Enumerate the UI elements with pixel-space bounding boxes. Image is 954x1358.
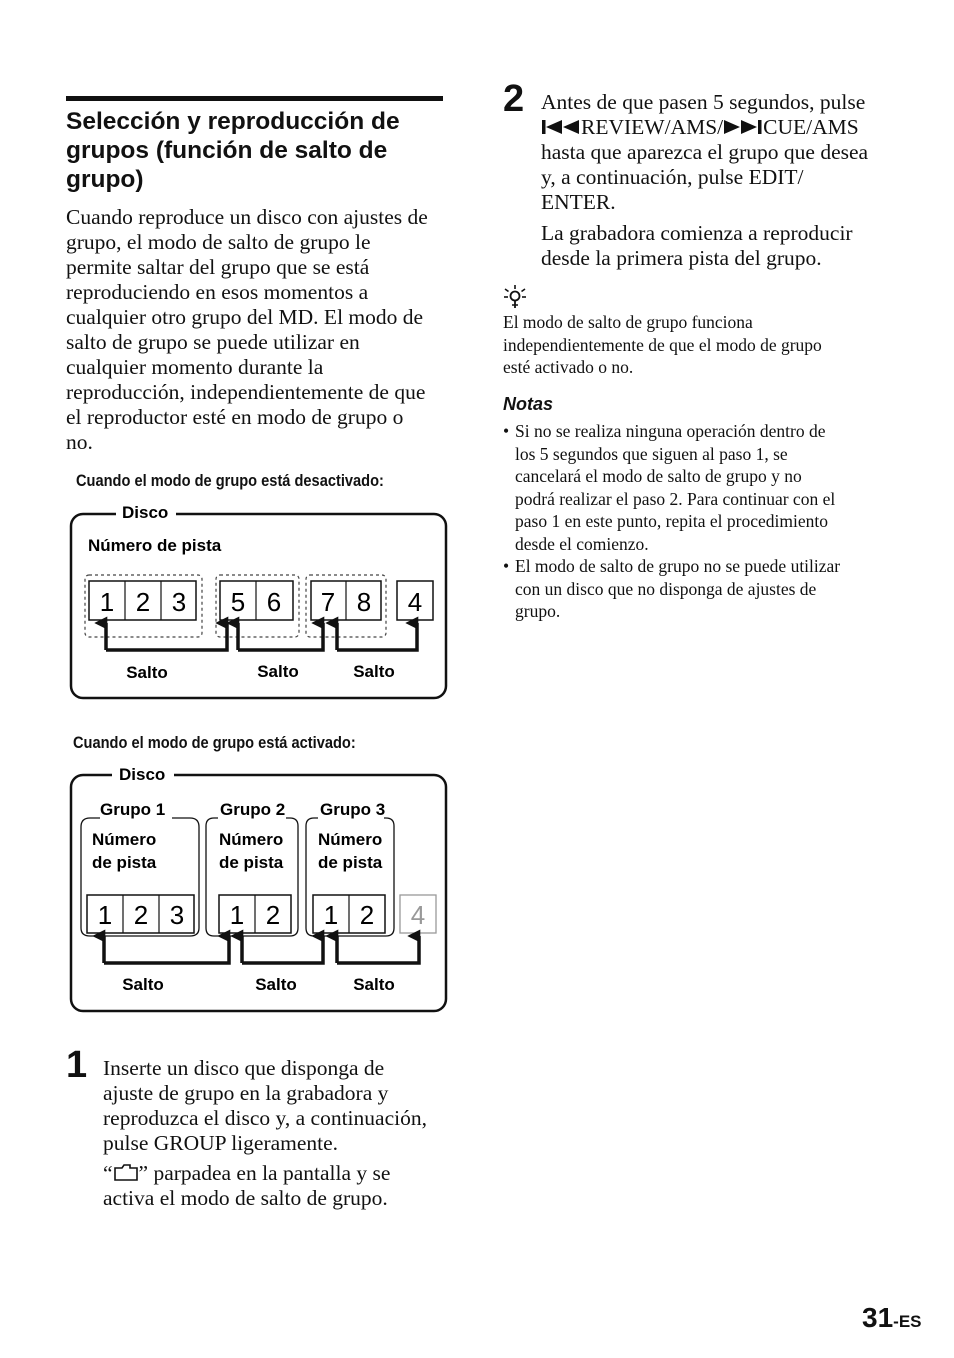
step-line: y, a continuación, pulse EDIT/	[541, 165, 804, 189]
step1-instruction	[103, 1056, 448, 1156]
step1-result	[103, 1161, 448, 1211]
note-line: paso 1 en este punto, repita el procedimiento	[515, 511, 828, 531]
note-line: • El modo de salto de grupo no se puede utilizar	[515, 556, 841, 576]
step2-instruction	[541, 90, 886, 215]
step-line: ajuste de grupo en la grabadora y	[103, 1081, 389, 1105]
step-line: Antes de que pasen 5 segundos, pulse	[541, 90, 866, 114]
title-line: Selección y reproducción de	[66, 108, 400, 135]
track-number: 5	[230, 587, 246, 617]
jump-label: Salto	[126, 663, 168, 682]
jump-arrow	[337, 623, 417, 650]
step-line: reproduzca el disco y, a continuación,	[103, 1106, 427, 1130]
track-number: 1	[323, 900, 339, 930]
jump-arrow	[238, 623, 323, 650]
track-number-label: de pista	[92, 853, 157, 872]
step-line: Inserte un disco que disponga de	[103, 1056, 385, 1080]
section-title	[66, 107, 446, 194]
note-line: podrá realizar el paso 2. Para continuar con el	[515, 488, 836, 509]
intro-line: grupo, el modo de salto de grupo le	[66, 230, 371, 254]
track-number-label: de pista	[318, 853, 383, 872]
track-number: 8	[356, 587, 372, 617]
note-line: desde el comienzo.	[515, 533, 649, 554]
step-number: 1	[66, 1044, 88, 1086]
track-number: 2	[359, 900, 375, 930]
jump-label: Salto	[255, 975, 297, 994]
step-line	[103, 1161, 448, 1186]
step-line: pulse GROUP ligeramente.	[103, 1131, 339, 1155]
jump-label: Salto	[122, 975, 164, 994]
track-number-label: Número de pista	[88, 536, 222, 555]
page-number	[862, 1302, 922, 1334]
disc-label: Disco	[119, 765, 166, 784]
folder-icon	[113, 1163, 139, 1182]
intro-line: cualquier momento durante la	[66, 355, 324, 379]
track-number-label: Número	[318, 830, 383, 849]
diagram1-caption: Cuando el modo de grupo está desactivado:	[76, 471, 384, 490]
intro-line: reproducción, independientemente de que	[66, 380, 426, 404]
jump-arrow	[104, 936, 229, 963]
track-number: 1	[97, 900, 113, 930]
tip-text	[503, 311, 873, 379]
track-number-label: Número	[219, 830, 284, 849]
step-line: La grabadora comienza a reproducir	[541, 221, 853, 245]
track-number: 6	[266, 587, 282, 617]
intro-line: salto de grupo se puede utilizar en	[66, 330, 360, 354]
step-line	[541, 115, 886, 140]
track-number-label: de pista	[219, 853, 284, 872]
intro-line: cualquier otro grupo del MD. El modo de	[66, 305, 424, 329]
previous-track-icon	[541, 119, 581, 135]
track-number: 2	[133, 900, 149, 930]
note-item	[503, 555, 883, 623]
step-line: ENTER.	[541, 190, 616, 214]
step-line: hasta que aparezca el grupo que desea	[541, 140, 869, 164]
track-number: 7	[320, 587, 336, 617]
track-number: 2	[265, 900, 281, 930]
diagram2-caption: Cuando el modo de grupo está activado:	[73, 733, 356, 752]
step-line: activa el modo de salto de grupo.	[103, 1186, 388, 1210]
title-line: grupos (función de salto de	[66, 137, 388, 164]
track-number-inactive: 4	[410, 900, 426, 930]
intro-line: el reproductor esté en modo de grupo o	[66, 405, 404, 429]
step-number: 2	[503, 78, 525, 120]
intro-line: Cuando reproduce un disco con ajustes de	[66, 205, 428, 229]
intro-paragraph	[66, 205, 446, 455]
jump-label: Salto	[353, 662, 395, 681]
note-line: los 5 segundos que siguen al paso 1, se	[515, 443, 788, 464]
track-number: 1	[99, 587, 115, 617]
jump-label: Salto	[353, 975, 395, 994]
note-line: • Si no se realiza ninguna operación dentro de	[515, 421, 826, 441]
diagram-group-mode-on	[60, 758, 460, 1023]
jump-arrow	[242, 936, 323, 963]
note-line: grupo.	[515, 601, 561, 621]
step-text: ” parpadea en la pantalla y se	[138, 1161, 391, 1185]
track-number: 3	[169, 900, 185, 930]
group-label: Grupo 3	[320, 800, 386, 819]
tip-line: esté activado o no.	[503, 357, 634, 377]
track-number: 4	[407, 587, 423, 617]
intro-line: permite saltar del grupo que se está	[66, 255, 370, 279]
track-number: 3	[171, 587, 187, 617]
jump-arrow	[337, 936, 419, 963]
next-track-icon	[723, 119, 763, 135]
lightbulb-icon	[503, 284, 527, 310]
intro-line: no.	[66, 430, 93, 454]
intro-line: reproduciendo en esos momentos a	[66, 280, 369, 304]
note-line: con un disco que no disponga de ajustes de	[515, 578, 817, 599]
group-label: Grupo 1	[100, 800, 166, 819]
page-suffix: -ES	[893, 1312, 922, 1331]
section-rule	[66, 96, 443, 101]
notes-list	[503, 420, 883, 623]
tip-line: El modo de salto de grupo funciona	[503, 312, 753, 332]
notes-heading: Notas	[503, 394, 554, 414]
diagram-group-mode-off	[60, 495, 460, 710]
group-label: Grupo 2	[220, 800, 286, 819]
step-line: desde la primera pista del grupo.	[541, 246, 822, 270]
disc-label: Disco	[122, 503, 169, 522]
track-number: 1	[229, 900, 245, 930]
track-number: 2	[135, 587, 151, 617]
step-text: CUE/AMS	[763, 115, 859, 139]
quote-open: “	[103, 1161, 113, 1185]
step2-result	[541, 221, 886, 271]
page-number-value: 31	[862, 1302, 894, 1333]
tip-line: independientemente de que el modo de grupo	[503, 334, 822, 355]
note-line: cancelará el modo de salto de grupo y no	[515, 466, 802, 486]
title-line: grupo)	[66, 166, 144, 193]
step-text: REVIEW/AMS/	[581, 115, 724, 139]
jump-label: Salto	[257, 662, 299, 681]
note-item	[503, 420, 883, 555]
track-number-label: Número	[92, 830, 157, 849]
